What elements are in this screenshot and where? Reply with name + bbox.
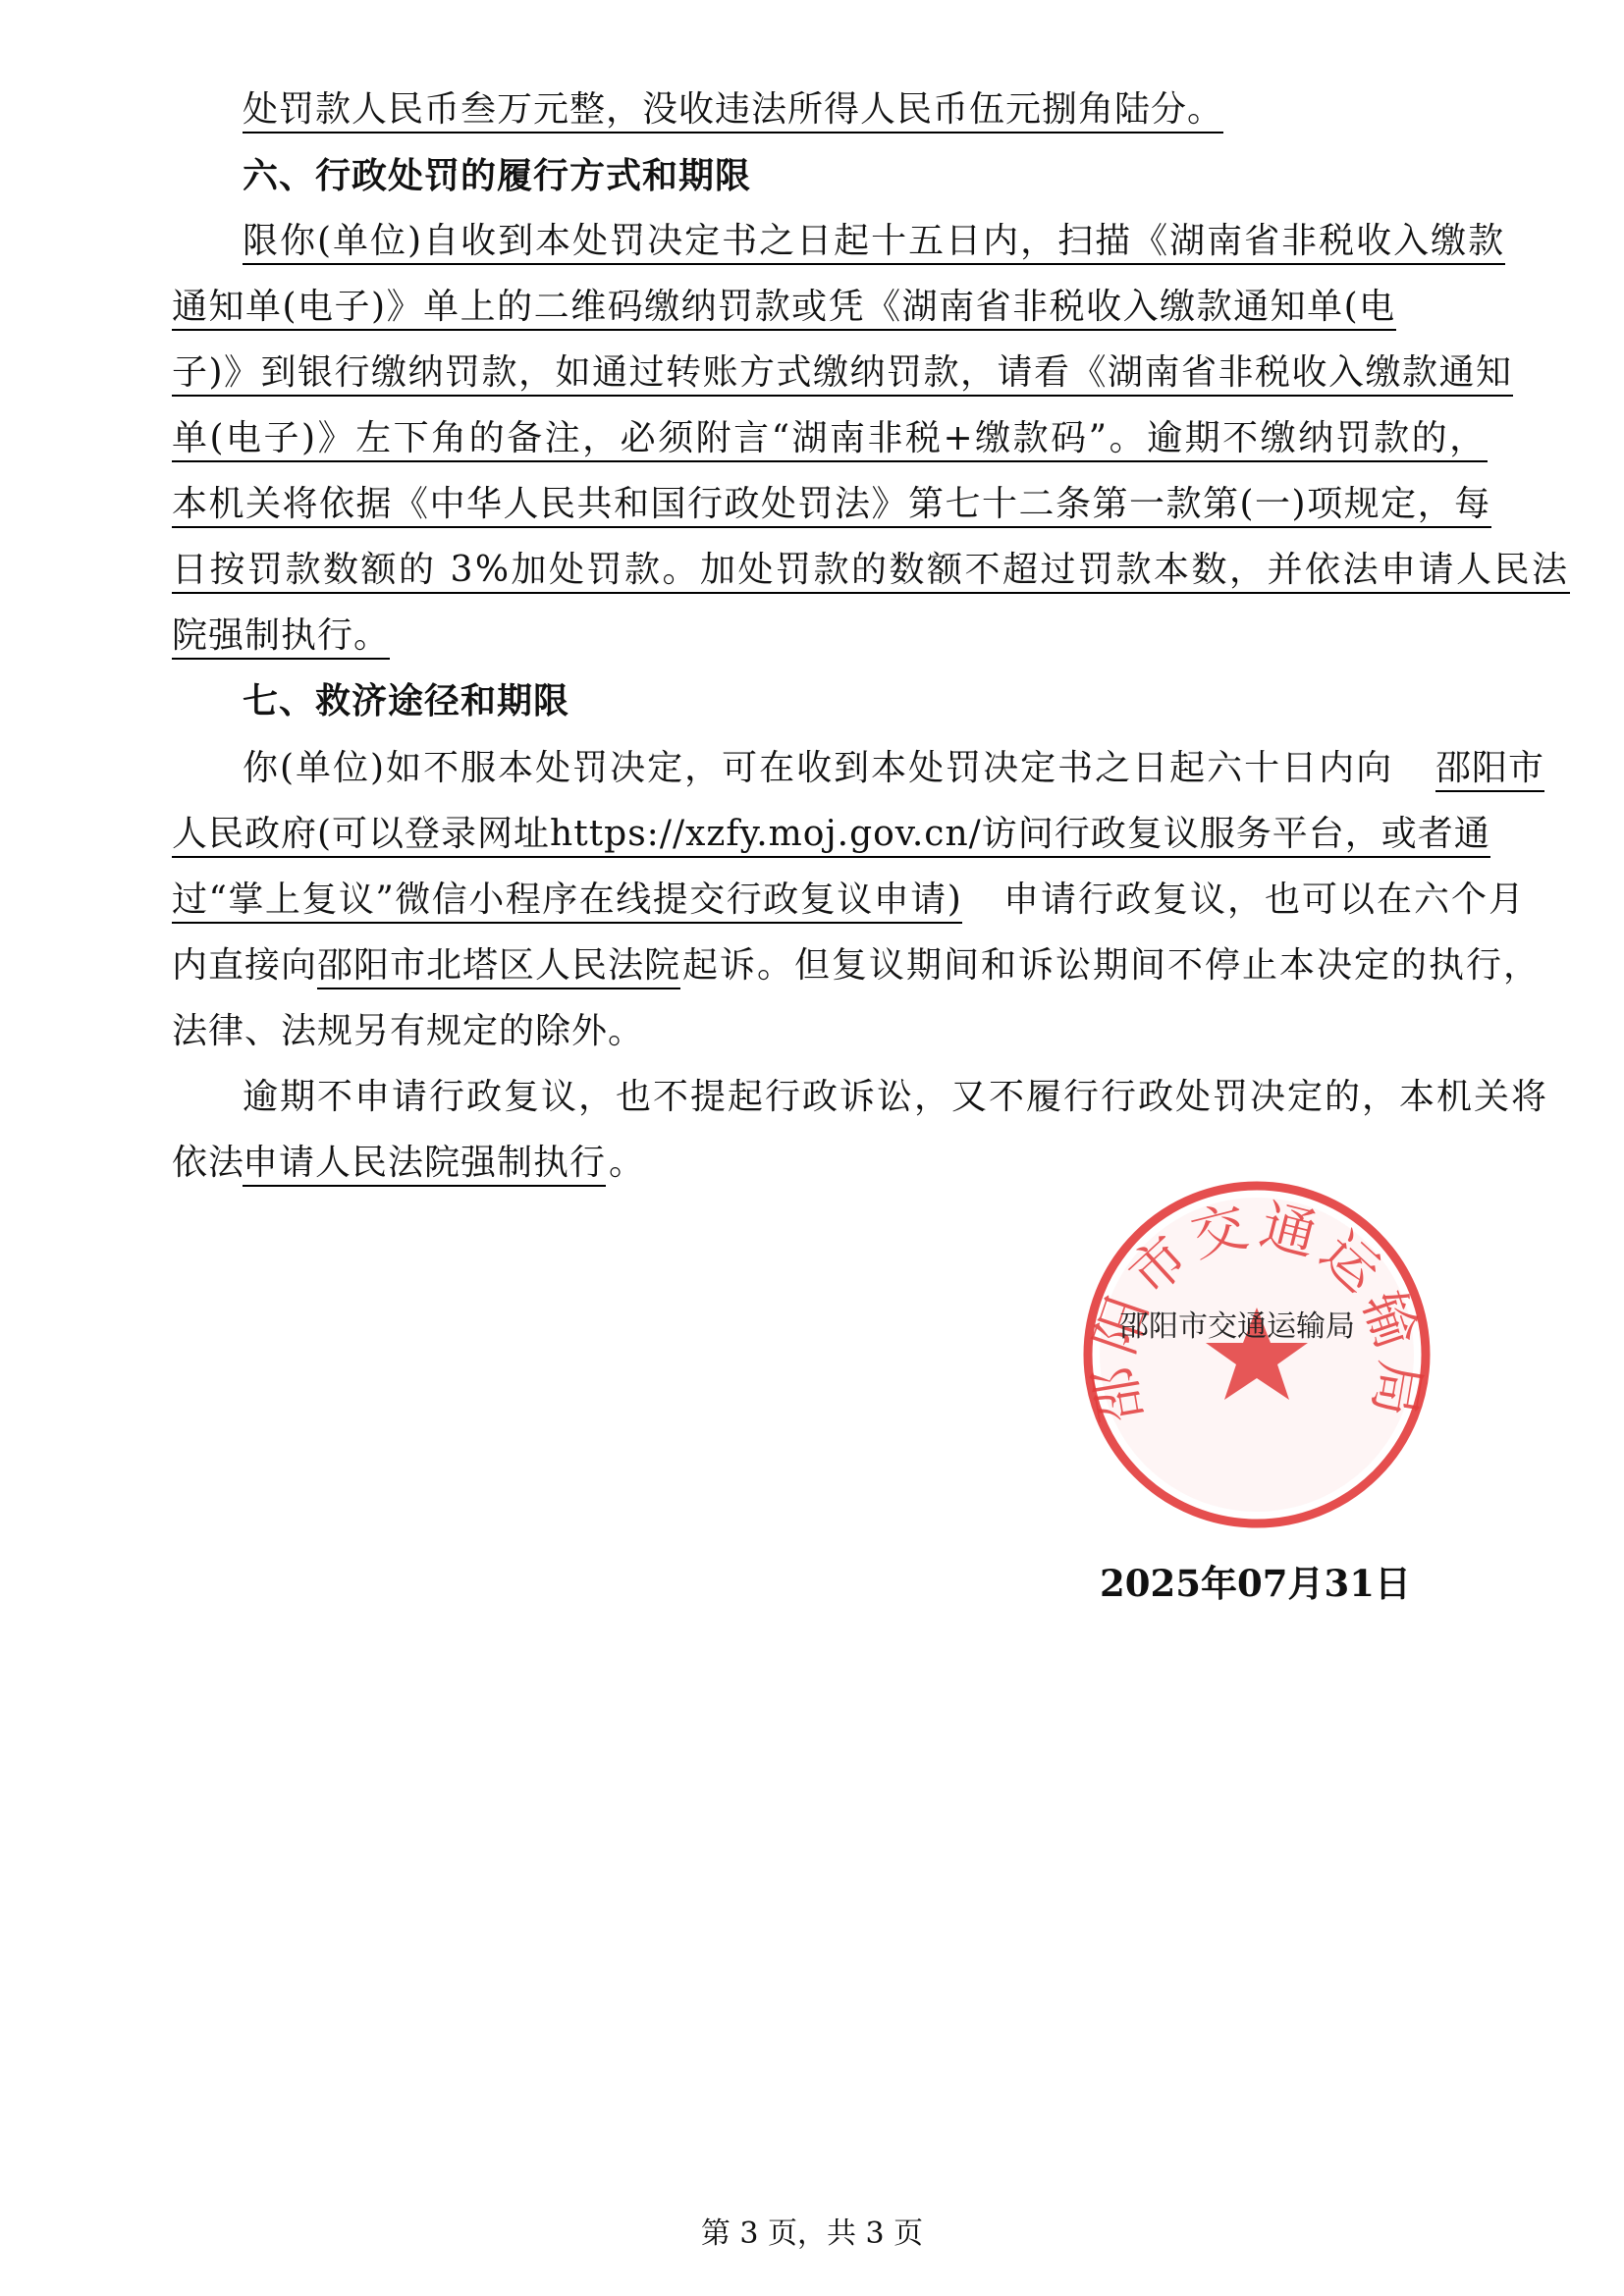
text-line-17-prefix: 依法: [172, 1143, 245, 1183]
text-line-4: 通知单(电子)》单上的二维码缴纳罚款或凭《湖南省非税收入缴款通知单(电: [172, 288, 1396, 331]
text-line-12: 人民政府(可以登录网址https://xzfy.moj.gov.cn/访问行政复议服务平台，或者通: [172, 815, 1490, 858]
text-line-16: 逾期不申请行政复议，也不提起行政诉讼，又不履行行政处罚决定的，本机关将: [243, 1077, 1549, 1117]
text-line-15: 法律、法规另有规定的除外。: [172, 1011, 645, 1051]
text-line-3: 限你(单位)自收到本处罚决定书之日起十五日内，扫描《湖南省非税收入缴款: [243, 222, 1505, 265]
text-line-1: 处罚款人民币叁万元整，没收违法所得人民币伍元捌角陆分。: [243, 90, 1223, 133]
page-number: 第 3 页，共 3 页: [700, 2216, 924, 2251]
section-heading-7: 七、救济途径和期限: [243, 681, 570, 721]
text-line-17-underlined: 申请人民法院强制执行: [243, 1144, 606, 1187]
seal-ring-text: 邵阳市交通运输局: [1081, 1193, 1433, 1427]
text-line-14-underlined: 邵阳市北塔区人民法院: [317, 946, 680, 989]
text-line-6: 单(电子)》左下角的备注，必须附言“湖南非税+缴款码”。逾期不缴纳罚款的，: [172, 419, 1488, 462]
text-line-13-underlined: 过“掌上复议”微信小程序在线提交行政复议申请): [172, 881, 962, 924]
text-line-17-suffix: 。: [609, 1143, 646, 1183]
text-line-14: 起诉。但复议期间和诉讼期间不停止本决定的执行，: [682, 945, 1542, 986]
issuing-authority-name: 邵阳市交通运输局: [1119, 1309, 1355, 1344]
text-line-14-prefix: 内直接向: [172, 945, 318, 986]
text-line-8: 日按罚款数额的 3%加处罚款。加处罚款的数额不超过罚款本数，并依法申请人民法: [172, 551, 1570, 594]
text-line-9: 院强制执行。: [172, 616, 390, 660]
text-line-7: 本机关将依据《中华人民共和国行政处罚法》第七十二条第一款第(一)项规定，每: [172, 485, 1491, 528]
text-line-13: 申请行政复议，也可以在六个月: [1003, 880, 1527, 920]
text-line-11-underlined: 邵阳市: [1435, 749, 1544, 792]
official-seal: [1080, 1178, 1434, 1531]
text-line-5: 子)》到银行缴纳罚款，如通过转账方式缴纳罚款，请看《湖南省非税收入缴款通知: [172, 353, 1513, 397]
issue-date: 2025年07月31日: [1100, 1562, 1411, 1605]
section-heading-6: 六、行政处罚的履行方式和期限: [243, 156, 752, 196]
text-line-11: 你(单位)如不服本处罚决定，可在收到本处罚决定书之日起六十日内向: [243, 748, 1394, 788]
